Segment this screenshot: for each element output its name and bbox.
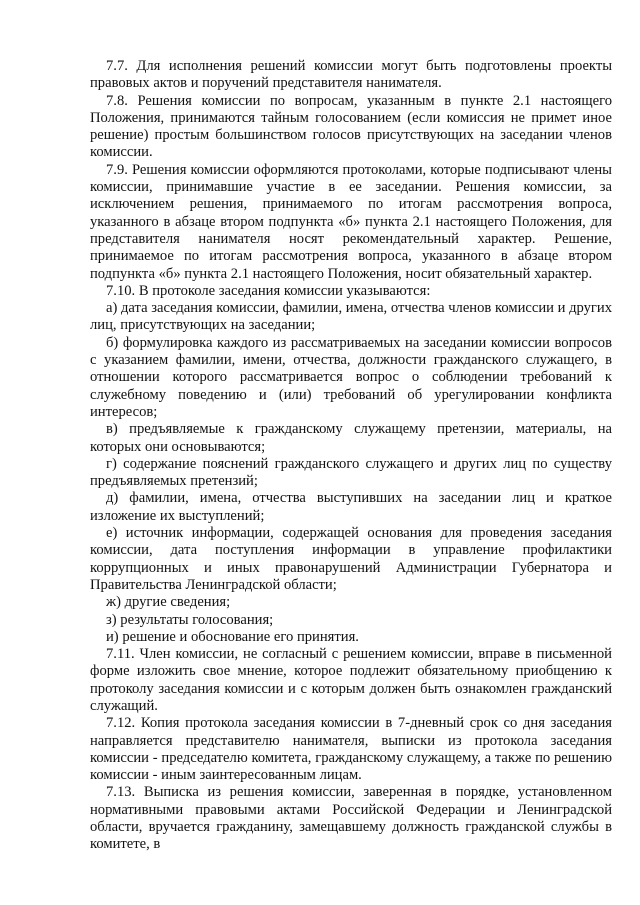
list-item-z: з) результаты голосования; bbox=[106, 611, 274, 628]
paragraph-7-8: 7.8. Решения комиссии по вопросам, указанным в пункте 2.1 настоящего Положения, принимаются тайным голосованием (если комиссия не примет иное решение) простым большинством голосов присутствующих на заседании членов комиссии. bbox=[90, 92, 612, 161]
paragraph-7-9: 7.9. Решения комиссии оформляются протоколами, которые подписывают члены комиссии, принимавшие участие в ее заседании. Решения комиссии, за исключением решения, принимаемого по итогам рассмотрения вопроса, указанного в абзаце втором подпункта «б» пункта 2.1 настоящего Положения, для представителя нанимателя носят рекомендательный характер. Решение, принимаемое по итогам рассмотрения вопроса, указанного в абзаце втором подпункта «б» пункта 2.1 настоящего Положения, носит обязательный характер. bbox=[90, 161, 612, 282]
paragraph-7-12: 7.12. Копия протокола заседания комиссии в 7-дневный срок со дня заседания направляется представителю нанимателя, выписки из протокола заседания комиссии - председателю комитета, гражданскому служащему, а также по решению комиссии - иным заинтересованным лицам. bbox=[90, 715, 612, 784]
paragraph-7-10: 7.10. В протоколе заседания комиссии указываются: bbox=[106, 282, 431, 299]
list-item-i: и) решение и обоснование его принятия. bbox=[106, 628, 359, 645]
paragraph-7-11: 7.11. Член комиссии, не согласный с решением комиссии, вправе в письменной форме изложить свое мнение, которое подлежит обязательному приобщению к протоколу заседания комиссии и с которым должен быть ознакомлен гражданский служащий. bbox=[90, 646, 612, 714]
list-item-v: в) предъявляемые к гражданскому служащему претензии, материалы, на которых они основываются; bbox=[90, 421, 612, 455]
list-item-e: е) источник информации, содержащей основания для проведения заседания комиссии, дата поступления информации в управление профилактики коррупционных и иных правонарушений Администрации Губернатора и Правительства Ленинградской области; bbox=[90, 525, 612, 593]
paragraph-7-13: 7.13. Выписка из решения комиссии, заверенная в порядке, установленном нормативными правовыми актами Российской Федерации и Ленинградской области, вручается гражданину, замещавшему должность гражданской службы в комитете, в bbox=[90, 784, 612, 853]
list-item-b: б) формулировка каждого из рассматриваемых на заседании комиссии вопросов с указанием фамилии, имени, отчества, должности гражданского служащего, в отношении которого рассматривается вопрос о соблюдении требований к служебному поведению и (или) требований об урегулировании конфликта интересов; bbox=[90, 334, 612, 420]
list-item-zh: ж) другие сведения; bbox=[106, 594, 231, 611]
document-page bbox=[90, 58, 612, 854]
list-item-d: д) фамилии, имена, отчества выступивших на заседании лиц и краткое изложение их выступлений; bbox=[90, 490, 612, 524]
list-item-g: г) содержание пояснений гражданского служащего и других лиц по существу предъявляемых претензий; bbox=[90, 455, 612, 490]
list-item-a: а) дата заседания комиссии, фамилии, имена, отчества членов комиссии и других лиц, присутствующих на заседании; bbox=[90, 300, 612, 334]
paragraph-7-7: 7.7. Для исполнения решений комиссии могут быть подготовлены проекты правовых актов и поручений представителя нанимателя. bbox=[90, 58, 612, 92]
